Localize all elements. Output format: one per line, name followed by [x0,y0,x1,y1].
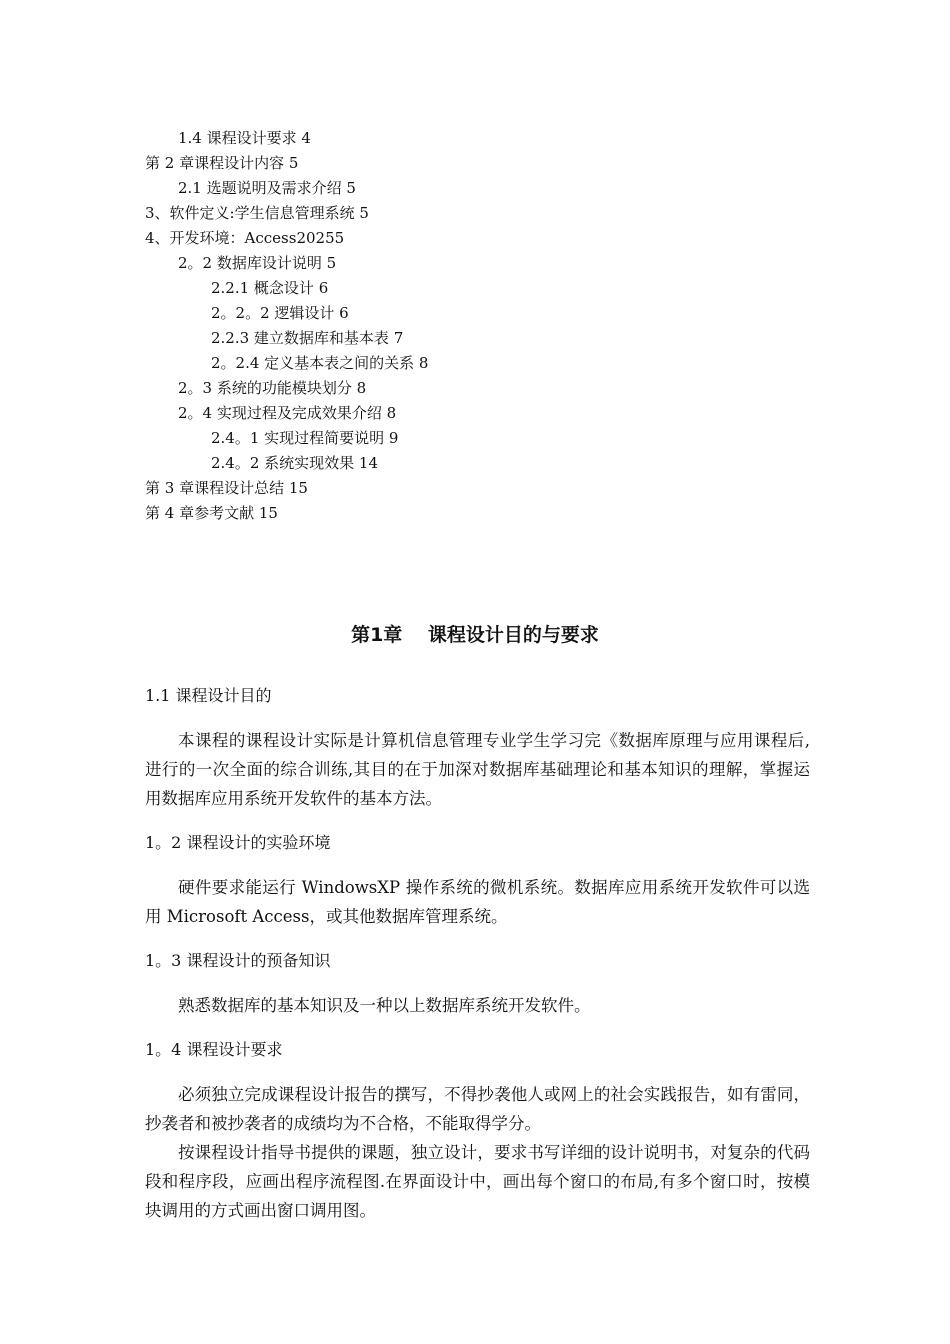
toc-item-2-4[interactable]: 2。4 实现过程及完成效果介绍 8 [178,404,397,422]
toc-item-2-2-2[interactable]: 2。2。2 逻辑设计 6 [211,304,349,322]
toc-item-2-3[interactable]: 2。3 系统的功能模块划分 8 [178,379,367,397]
toc-item-dev-environment[interactable]: 4、开发环境：Access20255 [145,229,345,247]
toc-item-1-4[interactable]: 1.4 课程设计要求 4 [178,129,311,147]
toc-item-2-2-3[interactable]: 2.2.3 建立数据库和基本表 7 [211,329,404,347]
toc-item-2-4-1[interactable]: 2.4。1 实现过程简要说明 9 [211,429,399,447]
toc-item-2-2-1[interactable]: 2.2.1 概念设计 6 [211,279,329,297]
section-paragraph-1-1: 本课程的课程设计实际是计算机信息管理专业学生学习完《数据库原理与应用课程后,进行的一次全面的综合训练,其目的在于加深对数据库基础理论和基本知识的理解，掌握运用数据库应用系统开发软件的基本方法。 [145,731,810,808]
section-heading-1-3: 1。3 课程设计的预备知识 [145,951,331,970]
toc-item-chapter-3[interactable]: 第 3 章课程设计总结 15 [145,479,308,497]
toc-item-2-4-2[interactable]: 2.4。2 系统实现效果 14 [211,454,379,472]
section-heading-1-1: 1.1 课程设计目的 [145,686,272,705]
section-paragraph-1-2: 硬件要求能运行 WindowsXP 操作系统的微机系统。数据库应用系统开发软件可以选用 Microsoft Access，或其他数据库管理系统。 [145,878,810,926]
section-heading-1-2: 1。2 课程设计的实验环境 [145,833,331,852]
toc-item-chapter-2[interactable]: 第 2 章课程设计内容 5 [145,154,299,172]
section-heading-1-4: 1。4 课程设计要求 [145,1040,283,1059]
section-paragraph-1-4-b: 按课程设计指导书提供的课题，独立设计，要求书写详细的设计说明书，对复杂的代码段和程序段，应画出程序流程图.在界面设计中，画出每个窗口的布局,有多个窗口时，按模块调用的方式画出窗口调用图。 [145,1143,810,1220]
chapter-body [145,682,810,1225]
toc-item-2-2[interactable]: 2。2 数据库设计说明 5 [178,254,337,272]
toc-item-software-definition[interactable]: 3、软件定义:学生信息管理系统 5 [145,204,369,222]
toc-item-2-1[interactable]: 2.1 选题说明及需求介绍 5 [178,179,356,197]
toc-item-2-2-4[interactable]: 2。2.4 定义基本表之间的关系 8 [211,354,429,372]
chapter-title: 第1章 课程设计目的与要求 [351,624,599,646]
section-paragraph-1-3: 熟悉数据库的基本知识及一种以上数据库系统开发软件。 [178,996,591,1015]
table-of-contents [0,126,950,526]
section-paragraph-1-4-a: 必须独立完成课程设计报告的撰写，不得抄袭他人或网上的社会实践报告，如有雷同，抄袭者和被抄袭者的成绩均为不合格，不能取得学分。 [145,1085,810,1133]
toc-item-chapter-4[interactable]: 第 4 章参考文献 15 [145,504,278,522]
